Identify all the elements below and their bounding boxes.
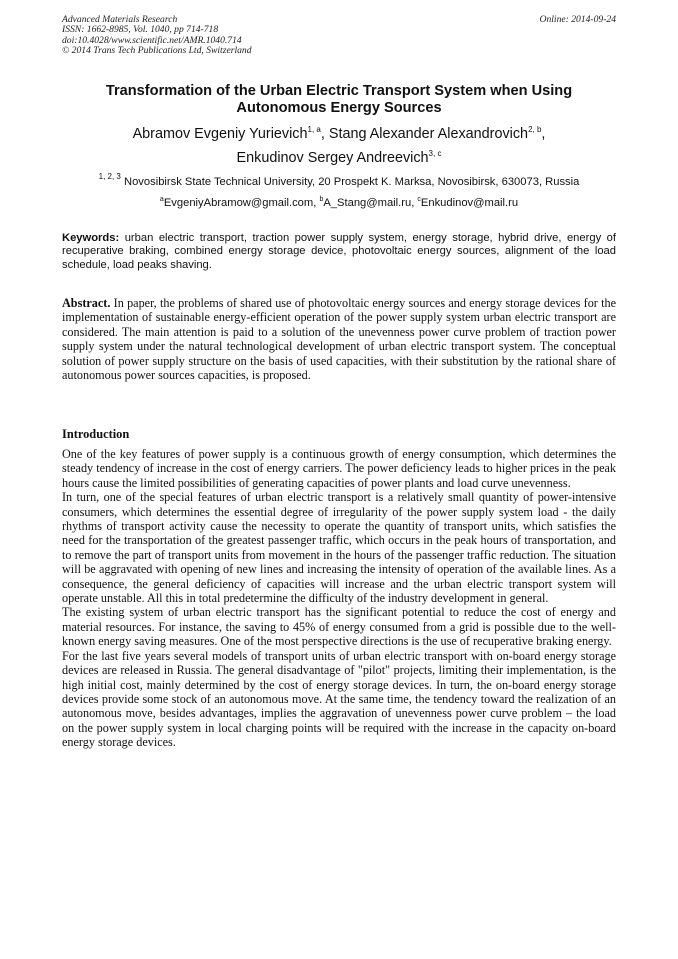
paper-title: Transformation of the Urban Electric Transport System when Using Autonomous Energy Sources: [105, 83, 573, 116]
journal-name: Advanced Materials Research: [62, 14, 178, 25]
email-mark: a: [159, 196, 164, 203]
body-paragraph: One of the key features of power supply is a continuous growth of energy consumption, which determines the steady tendency of increase in the cost of energy carriers. The power deficiency leads to higher prices in the peak hours cause the limited possibilities of generating capacities of power plants and load curve unevenness.: [62, 447, 616, 490]
author-separator: ,: [541, 126, 546, 142]
author-separator: ,: [320, 126, 329, 142]
affiliation: [62, 172, 616, 189]
affiliation-text: Novosibirsk State Technical University, 20 Prospekt K. Marksa, Novosibirsk, 630073, Russia: [124, 176, 580, 188]
keywords-text: urban electric transport, traction power supply system, energy storage, hybrid drive, energy of recuperative braking, combined energy storage device, photovoltaic energy sources, alignment of the load schedule, load peaks shaving.: [62, 232, 616, 271]
author-name: Abramov Evgeniy Yurievich: [132, 126, 308, 142]
section-heading-introduction: Introduction: [62, 427, 130, 441]
body-paragraph: For the last five years several models of transport units of urban electric transport with on-board energy storage devices are released in Russia. The general disadvantage of "pilot" projects, limiting their implementation, is the high initial cost, mainly determined by the cost of energy storage devices. In turn, the on-board energy storage devices provide some stock of an autonomous move. At the same time, the tendency toward the realization of an autonomous move, besides advantages, implies the aggravation of unevenness power curve problem – the load on the power supply system in local charging points will be required with the increase in the capacity on-board energy storage devices.: [62, 648, 616, 750]
author-list: [62, 122, 616, 170]
abstract-block: [62, 296, 616, 382]
issn-line: ISSN: 1662-8985, Vol. 1040, pp 714-718: [62, 24, 219, 36]
abstract-label: Abstract.: [62, 296, 111, 310]
author-name: Enkudinov Sergey Andreevich: [236, 150, 429, 166]
email-link[interactable]: Enkudinov@mail.ru: [420, 197, 519, 209]
author-name: Stang Alexander Alexandrovich: [328, 126, 529, 142]
abstract-text: In paper, the problems of shared use of photovoltaic energy sources and energy storage devices for the implementation of sustainable energy-efficient operation of the power supply system urban electric transport are considered. The main attention is paid to a solution of the unevenness power curve problem of traction power supply system under the natural technological development of urban electric transport system. The conceptual solution of power supply structure on the basis of used capacities, with their substitution by the rational share of autonomous power sources capacities, is proposed.: [62, 296, 617, 383]
email-mark: c: [417, 196, 421, 203]
affiliation-mark: 1, 2, 3: [98, 172, 121, 181]
body-paragraph: The existing system of urban electric transport has the significant potential to reduce the cost of energy and material resources. For instance, the saving to 45% of energy consumed from a grid is possible due to the well-known energy saving measures. One of the most perspective directions is the use of recuperative braking energy.: [62, 605, 616, 649]
email-link[interactable]: A_Stang@mail.ru,: [323, 197, 418, 209]
email-link[interactable]: EvgeniyAbramow@gmail.com,: [163, 197, 320, 209]
journal-header: [62, 15, 616, 57]
online-date: Online: 2014-09-24: [539, 14, 616, 25]
author-affiliation-mark: 3, c: [428, 149, 442, 158]
author-affiliation-mark: 1, a: [307, 125, 321, 134]
keywords-label: Keywords:: [62, 232, 120, 244]
copyright-line: © 2014 Trans Tech Publications Ltd, Switzerland: [62, 45, 252, 57]
author-affiliation-mark: 2, b: [528, 125, 542, 134]
email-mark: b: [319, 196, 324, 203]
introduction-body: [62, 447, 616, 750]
keywords-block: [62, 232, 616, 272]
body-paragraph: In turn, one of the special features of urban electric transport is a relatively small quantity of power-intensive consumers, which determines the essential degree of irregularity of the power supply system load - the daily rhythms of transport activity cause the necessity to operate the quantity of transport units, which satisfies the need for the transportation of the greatest passenger traffic, which occurs in the peak hours of transportation, and to remove the part of transport units from movement in the hours of the passenger traffic reduction. The situation will be aggravated with opening of new lines and increasing the intensity of operation of the available lines. As a consequence, the general deficiency of capacities will increase and the urban electric transport system will operate unstable. All this in total predetermine the difficulty of the industry development in general.: [62, 490, 616, 606]
email-list: [62, 196, 616, 210]
doi-line: doi:10.4028/www.scientific.net/AMR.1040.714: [62, 34, 242, 46]
